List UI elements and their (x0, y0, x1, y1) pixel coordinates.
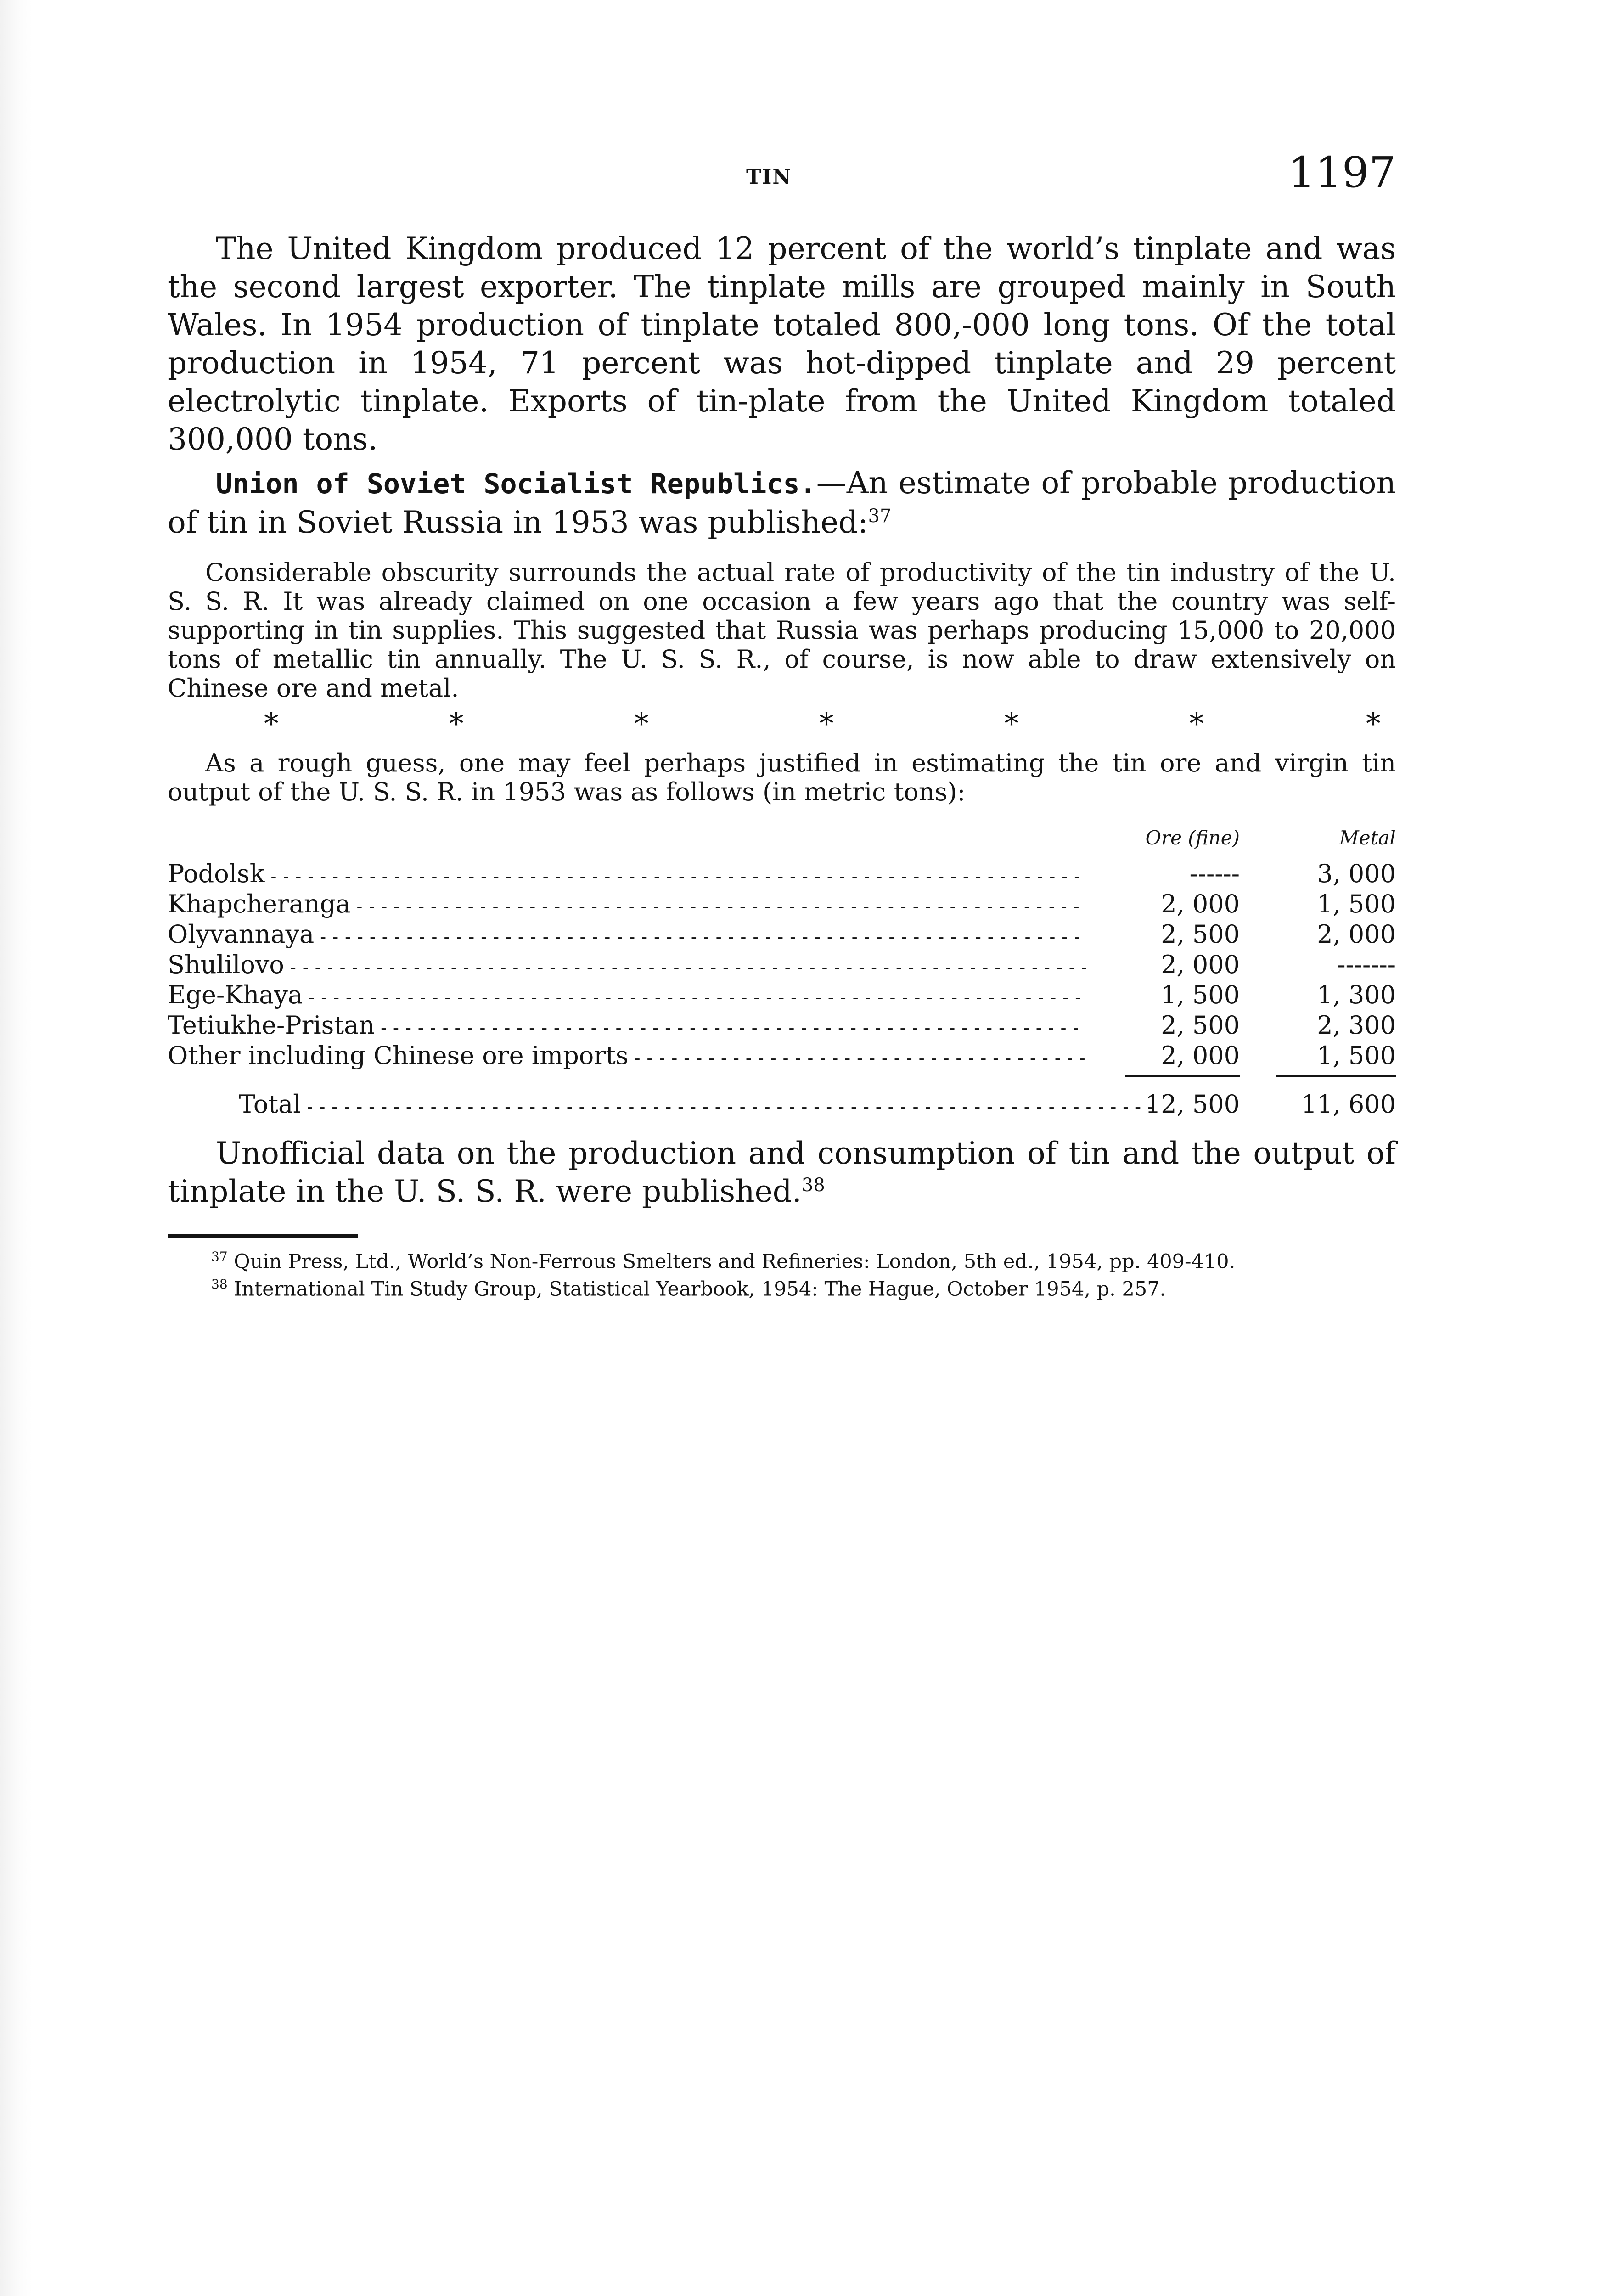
ellipsis-stars (264, 709, 1384, 742)
column-header-metal: Metal (1339, 827, 1396, 849)
quote-text: Considerable obscurity surrounds the actual rate of productivity of the tin industry of the U. S. S. R. It was already claimed on one occasion a few years ago that the country was self-supporting in tin supplies. This suggested that Russia was perhaps producing 15,000 to 20,000 tons of metallic tin annually. The U. S. S. R., of course, is now able to draw extensively on Chinese ore and metal. (168, 558, 1396, 703)
paragraph-unofficial-text: Unofficial data on the production and consumption of tin and the output of tinplate in the U. S. S. R. were published. (168, 1136, 1396, 1209)
footnote-ref-38: 38 (801, 1175, 825, 1196)
section-subhead: Union of Soviet Socialist Republics. (216, 468, 816, 500)
row-name: Tetiukhe-Pristan - - - (168, 1010, 1086, 1043)
row-ore: 2, 500 (1161, 1011, 1240, 1040)
row-ore: ------ (1189, 859, 1240, 888)
row-name: Khapcheranga - - - (168, 889, 1086, 922)
page-number: 1197 (1288, 148, 1396, 197)
total-name: Total - - - (168, 1089, 1157, 1122)
row-name: Other including Chinese ore imports - - - (168, 1041, 1086, 1073)
row-metal: 1, 500 (1317, 889, 1396, 918)
table-row (168, 889, 1396, 919)
paragraph-uk-tinplate: The United Kingdom produced 12 percent of the world’s tinplate and was the second largest exporter. The tinplate mills are grouped mainly in South Wales. In 1954 production of tinplate totaled 800,-000 long tons. Of the total production in 1954, 71 percent was hot-dipped tinplate and 29 percent electrolytic tinplate. Exports of tin-plate from the United Kingdom totaled 300,000 tons. (168, 231, 1396, 457)
table-row (168, 950, 1396, 980)
table-total-row (168, 1089, 1396, 1126)
table-row (168, 859, 1396, 889)
paragraph-ussr (168, 464, 1396, 541)
row-name: Olyvannaya - - - (168, 919, 1086, 952)
star: * (264, 707, 279, 741)
footnote-text: International Tin Study Group, Statistical Yearbook, 1954: The Hague, October 1954, p. 257. (234, 1277, 1166, 1301)
column-header-ore: Ore (fine) (1145, 827, 1240, 849)
running-head: TIN (746, 165, 792, 189)
page-header (168, 148, 1396, 207)
star: * (634, 707, 649, 741)
footnote-divider (168, 1234, 358, 1238)
tin-output-table (168, 827, 1396, 1126)
star: * (449, 707, 464, 741)
row-metal: 2, 300 (1317, 1011, 1396, 1040)
table-header (168, 827, 1396, 859)
star: * (1004, 707, 1019, 741)
row-ore: 2, 000 (1161, 950, 1240, 979)
block-quote (168, 558, 1396, 703)
footnote-mark: 38 (211, 1277, 228, 1292)
footnote-ref-37: 37 (868, 506, 892, 527)
row-metal: ------- (1337, 950, 1396, 979)
table-row (168, 919, 1396, 950)
row-ore: 2, 000 (1161, 889, 1240, 918)
total-ore: 12, 500 (1145, 1090, 1240, 1119)
total-rule-metal (1276, 1075, 1396, 1077)
footnote-mark: 37 (211, 1249, 228, 1264)
table-row (168, 1010, 1396, 1041)
footnote-37 (168, 1245, 1396, 1273)
footnotes (168, 1245, 1396, 1301)
row-ore: 2, 500 (1161, 920, 1240, 949)
paragraph-ussr-text: —An estimate of probable production of tin in Soviet Russia in 1953 was published: (168, 465, 1396, 540)
scan-edge (0, 0, 32, 2296)
star: * (1189, 707, 1204, 741)
footnote-38 (168, 1273, 1396, 1300)
row-metal: 1, 300 (1317, 980, 1396, 1009)
quote-text-2: As a rough guess, one may feel perhaps justified in estimating the tin ore and virgin tin output of the U. S. S. R. in 1953 was as follows (in metric tons): (168, 748, 1396, 806)
table-row (168, 980, 1396, 1010)
row-metal: 1, 500 (1317, 1041, 1396, 1070)
total-metal: 11, 600 (1301, 1090, 1396, 1119)
paragraph-unofficial-data (168, 1134, 1396, 1210)
total-rule-ore (1125, 1075, 1240, 1077)
star: * (819, 707, 834, 741)
row-metal: 3, 000 (1317, 859, 1396, 888)
row-name: Shulilovo - - - (168, 950, 1086, 982)
row-metal: 2, 000 (1317, 920, 1396, 949)
row-ore: 2, 000 (1161, 1041, 1240, 1070)
row-name: Podolsk - - - (168, 859, 1086, 891)
star: * (1366, 707, 1381, 741)
table-row (168, 1041, 1396, 1071)
row-ore: 1, 500 (1161, 980, 1240, 1009)
footnote-text: Quin Press, Ltd., World’s Non-Ferrous Smelters and Refineries: London, 5th ed., 1954, pp. 409-410. (234, 1250, 1236, 1273)
block-quote-continued (168, 748, 1396, 806)
row-name: Ege-Khaya - - - (168, 980, 1086, 1013)
